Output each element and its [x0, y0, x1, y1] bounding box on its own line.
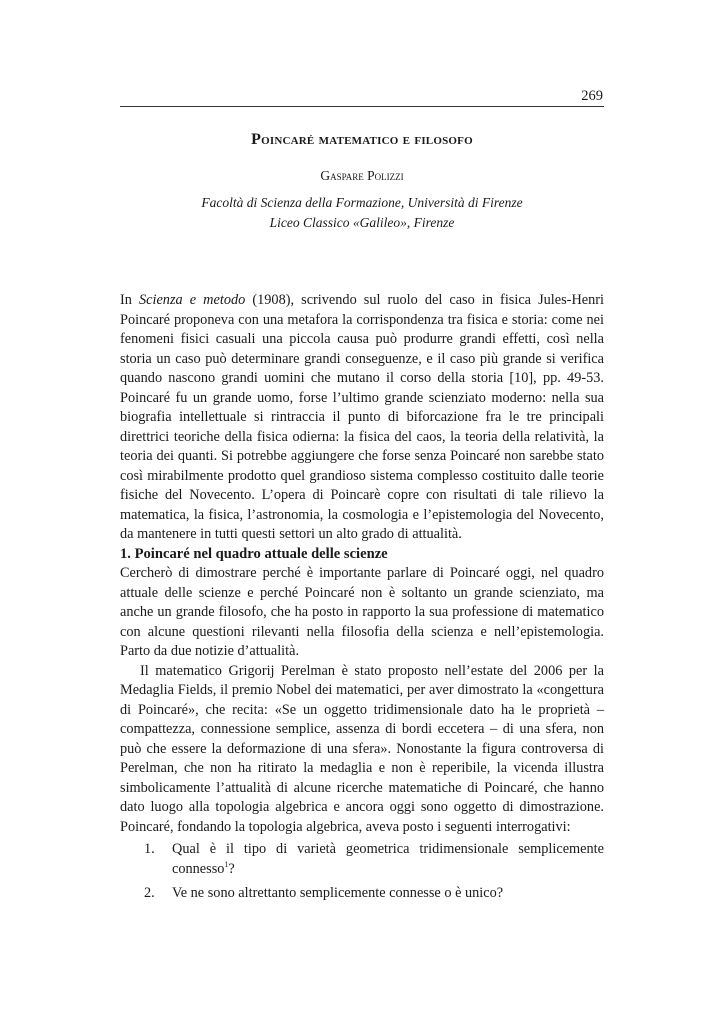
question-list [120, 840, 604, 904]
list-item [120, 840, 604, 879]
header-rule [120, 106, 604, 107]
list-number: 1. [144, 841, 155, 857]
section-heading: 1. Poincaré nel quadro attuale delle scienze [120, 545, 388, 562]
list-item-tail: ? [228, 860, 235, 877]
list-text: Ve ne sono altrettanto semplicemente connesse o è unico? [172, 885, 504, 901]
footnote-marker[interactable]: 1 [224, 859, 229, 869]
list-item [120, 884, 604, 904]
intro-lead: In [120, 292, 139, 308]
list-item-text: Qual è il tipo di varietà geometrica tridimensionale semplicemente connesso [172, 841, 604, 877]
affiliation-1: Facoltà di Scienza della Formazione, Università di Firenze [201, 195, 523, 210]
intro-paragraph [120, 291, 604, 545]
book-title: Scienza e metodo [139, 292, 246, 308]
page-number: 269 [581, 88, 603, 104]
list-number: 2. [144, 885, 155, 901]
section1-paragraph-2: Il matematico Grigorij Perelman è stato proposto nell’estate del 2006 per la Medaglia Fields, il premio Nobel dei matematici, per aver dimostrato la «congettura di Poincaré», che recita: «Se un oggetto tridimensionale dato ha le proprietà – compattezza, connessione semplice, assenza di bordi eccetera – di una sfera, non può che essere la deformazione di una sfera». Nonostante la figura controversa di Perelman, che non ha ritirato la medaglia e non è reperibile, la vicenda illustra simbolicamente l’attualità di alcune ricerche matematiche di Poincaré, che hanno dato luogo alla topologia algebrica e ancora oggi sono oggetto di dimostrazione. Poincaré, fondando la topologia algebrica, aveva posto i seguenti interrogativi: [120, 662, 604, 835]
article-body [120, 291, 604, 909]
article-title: Poincaré matematico e filosofo [251, 131, 473, 148]
author-name: Gaspare Polizzi [320, 168, 404, 183]
intro-text: (1908), scrivendo sul ruolo del caso in fisica Jules-Henri Poincaré proponeva con una metafora la corrispondenza tra fisica e storia: come nei fenomeni fisici casuali una piccola causa può produrre grandi effetti, così nella storia un caso può determinare grandi conseguenze, e il caso più grande si verifica quando nascono grandi uomini che mutano il corso della storia [10], pp. 49-53. Poincaré fu un grande uomo, forse l’ultimo grande scienziato moderno: nella sua biografia intellettuale si rintraccia il punto di biforcazione fra le tre principali direttrici teoriche della fisica odierna: la fisica del caos, la teoria della relatività, la teoria dei quanti. Si potrebbe aggiungere che forse senza Poincaré non sarebbe stato così mirabilmente prodotto quel grandioso sistema complesso costituito dalle teorie fisiche del Novecento. L’opera di Poincarè copre con risultati di tale rilievo la matematica, la fisica, l’astronomia, la cosmologia e l’epistemologia del Novecento, da mantenere in tutti questi settori un alto grado di attualità. [120, 292, 604, 542]
section1-paragraph-1: Cercherò di dimostrare perché è importante parlare di Poincaré oggi, nel quadro attuale delle scienze e perché Poincaré non è soltanto un grande scienziato, ma anche un grande filosofo, che ha posto in rapporto la sua professione di matematico con alcune questioni rilevanti nella filosofia della scienza e nell’epistemologia. Parto da due notizie d’attualità. [120, 565, 604, 659]
list-text [172, 840, 604, 879]
affiliation-2: Liceo Classico «Galileo», Firenze [269, 215, 455, 230]
